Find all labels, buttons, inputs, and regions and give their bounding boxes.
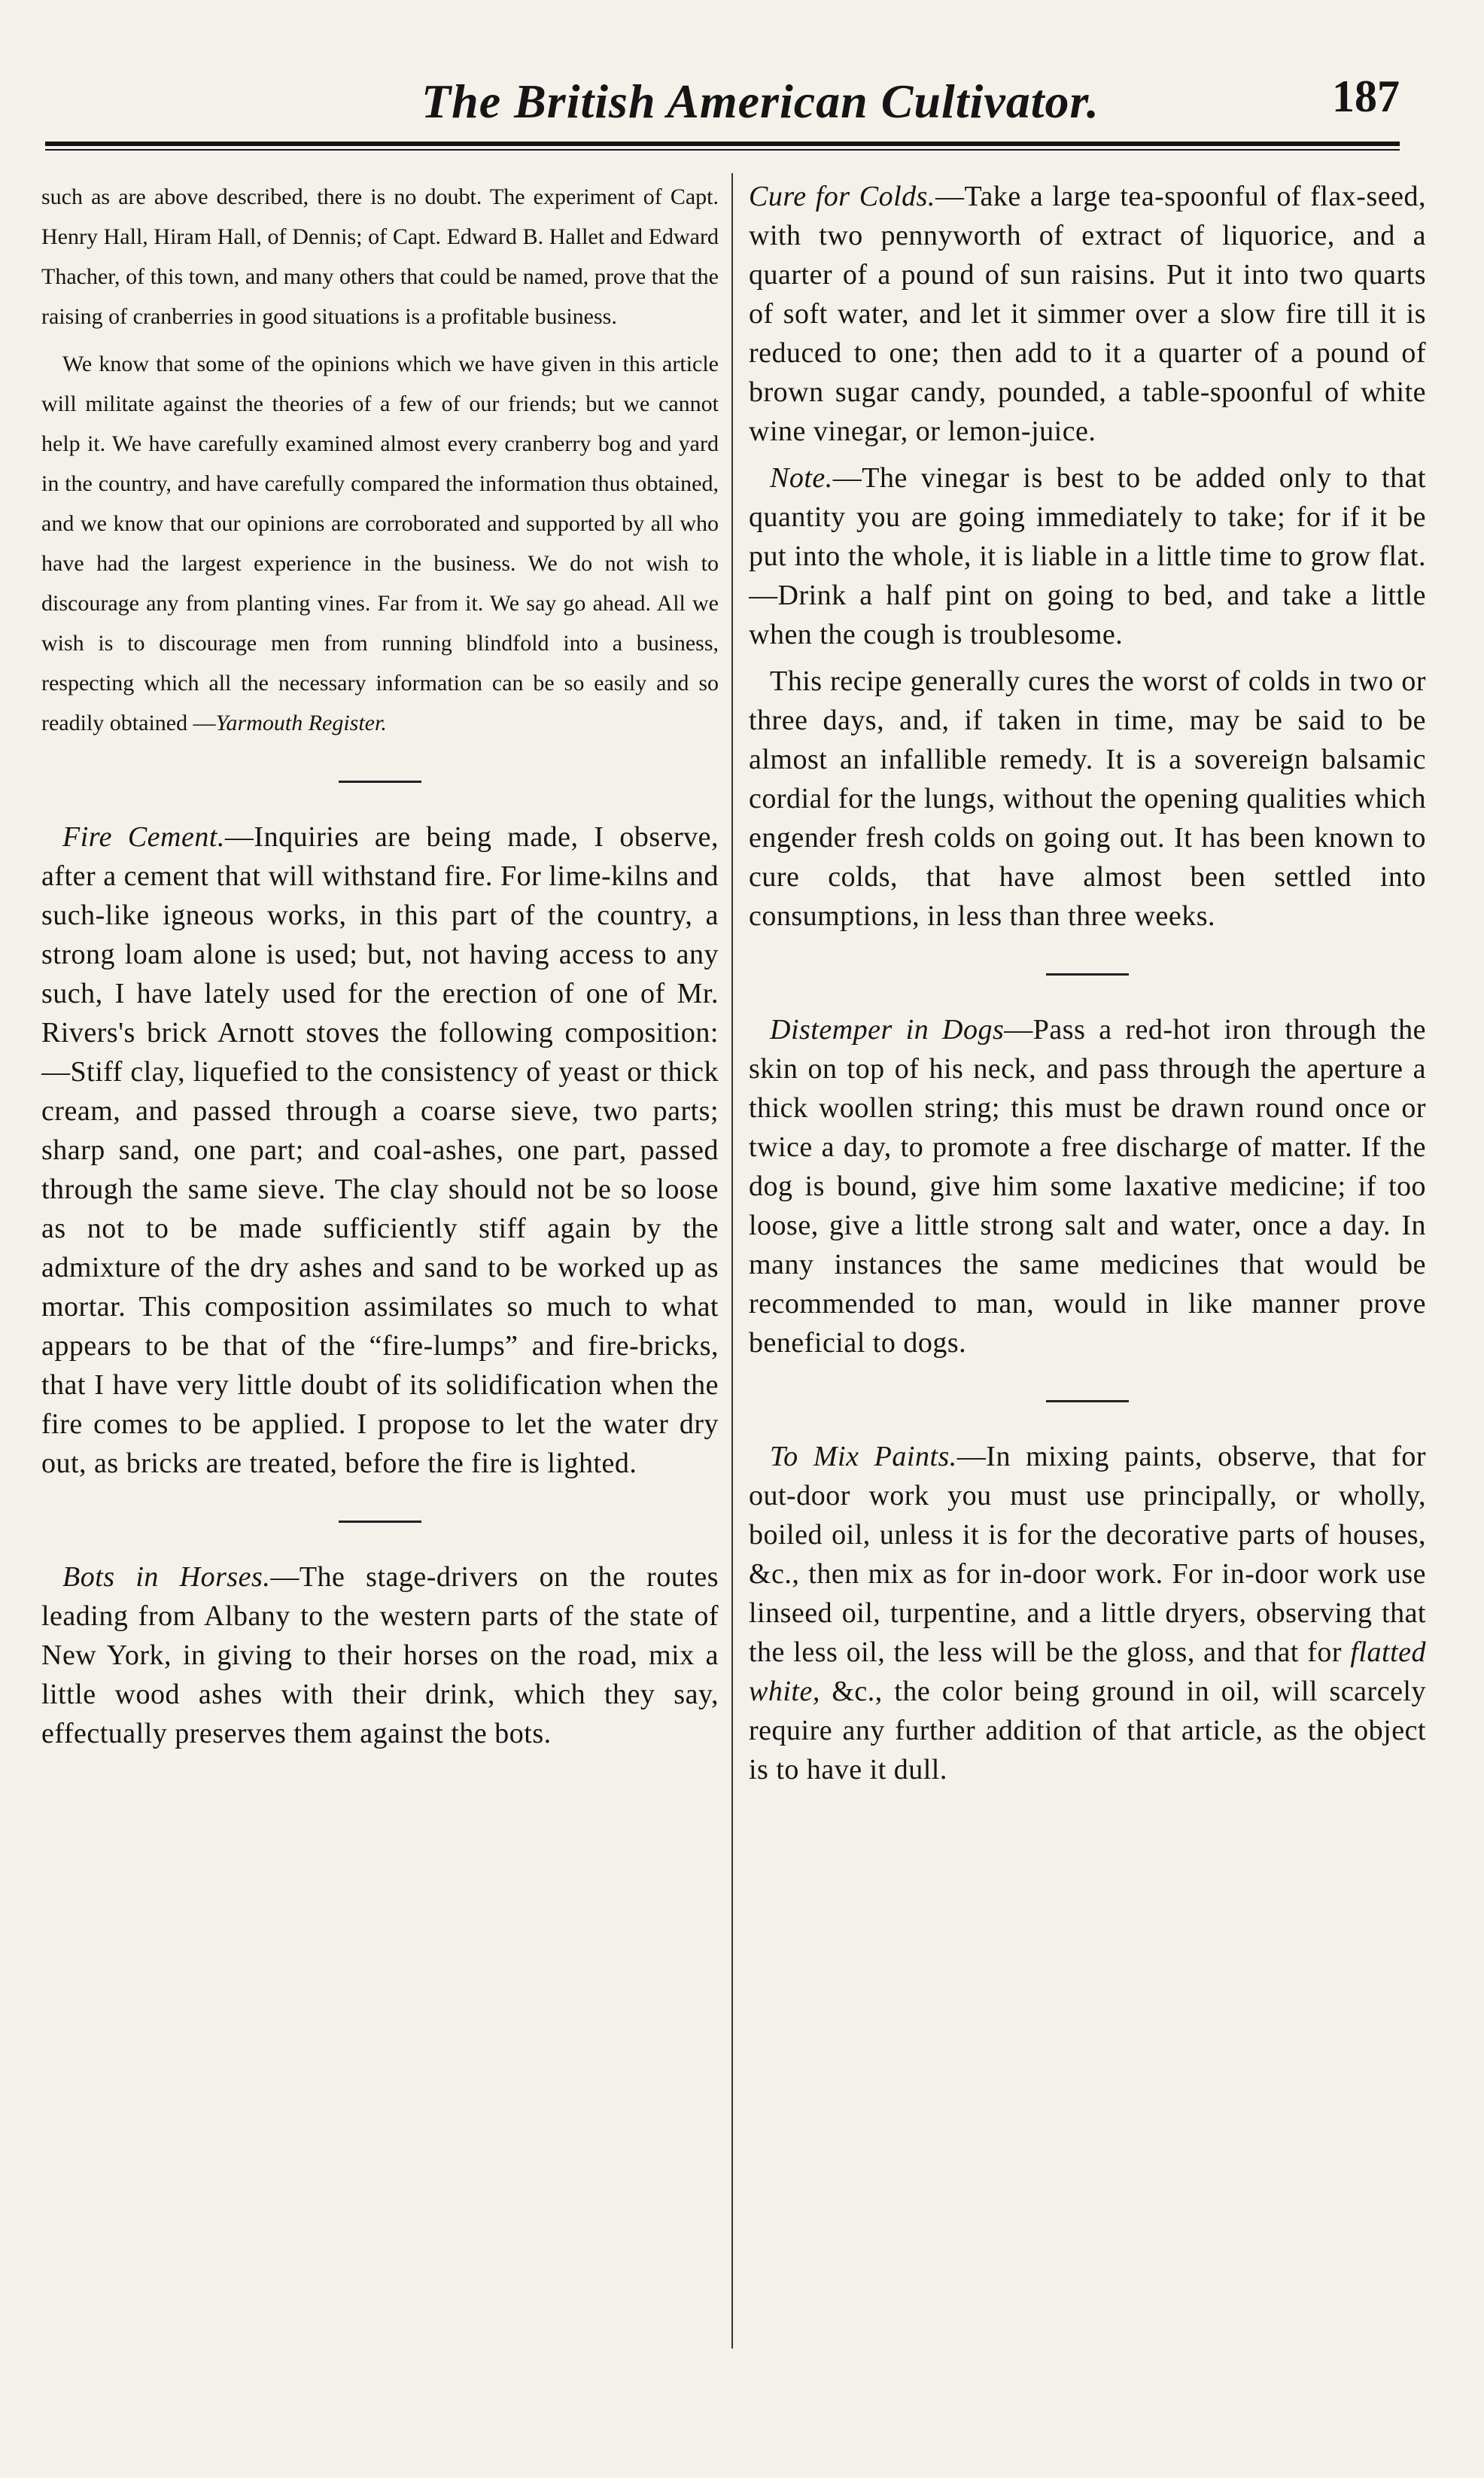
cranberry-paragraph-2-text: We know that some of the opinions which we have given in this article will militate against the theories of a few of our friends; but we cannot help it. We have carefully examined almost every cranberry bog and yard in the country, and have carefully compared the information thus obtained, and we know that our opinions are corroborated and supported by all who have had the largest experience in the business. We do not wish to discourage any from planting vines. Far from it. We say go ahead. All we wish is to discourage men from running blindfold into a business, respecting which all the necessary information can be so easily and so readily obtained — bbox=[41, 352, 719, 735]
colds-heading: Cure for Colds. bbox=[749, 181, 935, 212]
paints-heading: To Mix Paints. bbox=[770, 1441, 957, 1472]
distemper-text: —Pass a red-hot iron through the skin on top of his neck, and pass through the aperture a thick woollen string; this must be drawn round once or twice a day, to promote a free discharge of matter. If the dog is bound, give him some laxative medicine; if too loose, give a little strong salt and water, once a day. In many instances the same medicines that would be recommended to man, would in like manner prove beneficial to dogs. bbox=[749, 1014, 1426, 1359]
bots-heading: Bots in Horses. bbox=[62, 1561, 271, 1593]
header-rule bbox=[45, 142, 1400, 151]
note-paragraph bbox=[749, 458, 1426, 654]
paints-article bbox=[749, 1437, 1426, 1789]
fire-cement-article bbox=[41, 817, 719, 1483]
colds-text: —Take a large tea-spoonful of flax-seed, with two pennyworth of extract of liquorice, and a quarter of a pound of sun raisins. Put it into two quarts of soft water, and let it simmer over a slow fire till it is reduced to one; then add to it a quarter of a pound of brown sugar candy, pounded, a table-spoonful of white wine vinegar, or lemon-juice. bbox=[749, 181, 1426, 447]
section-separator bbox=[339, 1521, 421, 1523]
distemper-article bbox=[749, 1010, 1426, 1362]
right-column bbox=[749, 177, 1426, 2435]
section-separator bbox=[1046, 1400, 1129, 1402]
page-number: 187 bbox=[1332, 72, 1400, 121]
recipe-paragraph: This recipe generally cures the worst of colds in two or three days, and, if taken in time, may be said to be almost an infallible remedy. It is a sovereign balsamic cordial for the lungs, without the opening qualities which engender fresh colds on going out. It has been known to cure colds, that have almost been settled into consumptions, in less than three weeks. bbox=[749, 665, 1426, 932]
cranberry-paragraph-1: such as are above described, there is no doubt. The experiment of Capt. Henry Hall, Hiram Hall, of Dennis; of Capt. Edward B. Hallet and Edward Thacher, of this town, and many others that could be named, prove that the raising of cranberries in good situations is a profitable business. bbox=[41, 184, 719, 329]
cranberry-source: Yarmouth Register. bbox=[215, 711, 387, 735]
colds-article bbox=[749, 177, 1426, 451]
section-separator bbox=[1046, 973, 1129, 976]
fire-cement-text: —Inquiries are being made, I observe, after a cement that will withstand fire. For lime-kilns and such-like igneous works, in this part of the country, a strong loam alone is used; but, not having access to any such, I have lately used for the erection of one of Mr. Rivers's brick Arnott stoves the following composition:—Stiff clay, liquefied to the consistency of yeast or thick cream, and passed through a coarse sieve, two parts; sharp sand, one part; and coal-ashes, one part, passed through the same sieve. The clay should not be so loose as not to be made sufficiently stiff again by the admixture of the dry ashes and sand to be worked up as mortar. This composition assimilates so much to what appears to be that of the “fire-lumps” and fire-bricks, that I have very little doubt of its solidification when the fire comes to be applied. I propose to let the water dry out, as bricks are treated, before the fire is lighted. bbox=[41, 821, 719, 1479]
note-text: —The vinegar is best to be added only to that quantity you are going immediately to take; for if it be put into the whole, it is liable in a little time to grow flat.—Drink a half pint on going to bed, and take a little when the cough is troublesome. bbox=[749, 462, 1426, 650]
section-separator bbox=[339, 781, 421, 783]
bots-article bbox=[41, 1557, 719, 1753]
running-title: The British American Cultivator. bbox=[421, 75, 1099, 128]
left-column bbox=[41, 177, 719, 2435]
distemper-heading: Distemper in Dogs bbox=[770, 1014, 1005, 1046]
paints-text-2: &c., the color being ground in oil, will scarcely require any further addition of that article, as the object is to have it dull. bbox=[749, 1676, 1426, 1785]
column-divider bbox=[731, 173, 733, 2349]
paints-italic-term: flatted white, bbox=[749, 1636, 1426, 1707]
page-header bbox=[45, 66, 1400, 142]
fire-cement-heading: Fire Cement. bbox=[62, 821, 225, 853]
paints-text-1: —In mixing paints, observe, that for out-door work you must use principally, or wholly, boiled oil, unless it is for the decorative parts of houses, &c., then mix as for in-door work. For in-door work use linseed oil, turpentine, and a little dryers, observing that the less oil, the less will be the gloss, and that for bbox=[749, 1441, 1426, 1668]
cranberry-paragraph-2 bbox=[41, 344, 719, 743]
bots-text: —The stage-drivers on the routes leading from Albany to the western parts of the state of New York, in giving to their horses on the road, mix a little wood ashes with their drink, which they say, effectually preserves them against the bots. bbox=[41, 1561, 719, 1749]
note-heading: Note. bbox=[770, 462, 833, 494]
